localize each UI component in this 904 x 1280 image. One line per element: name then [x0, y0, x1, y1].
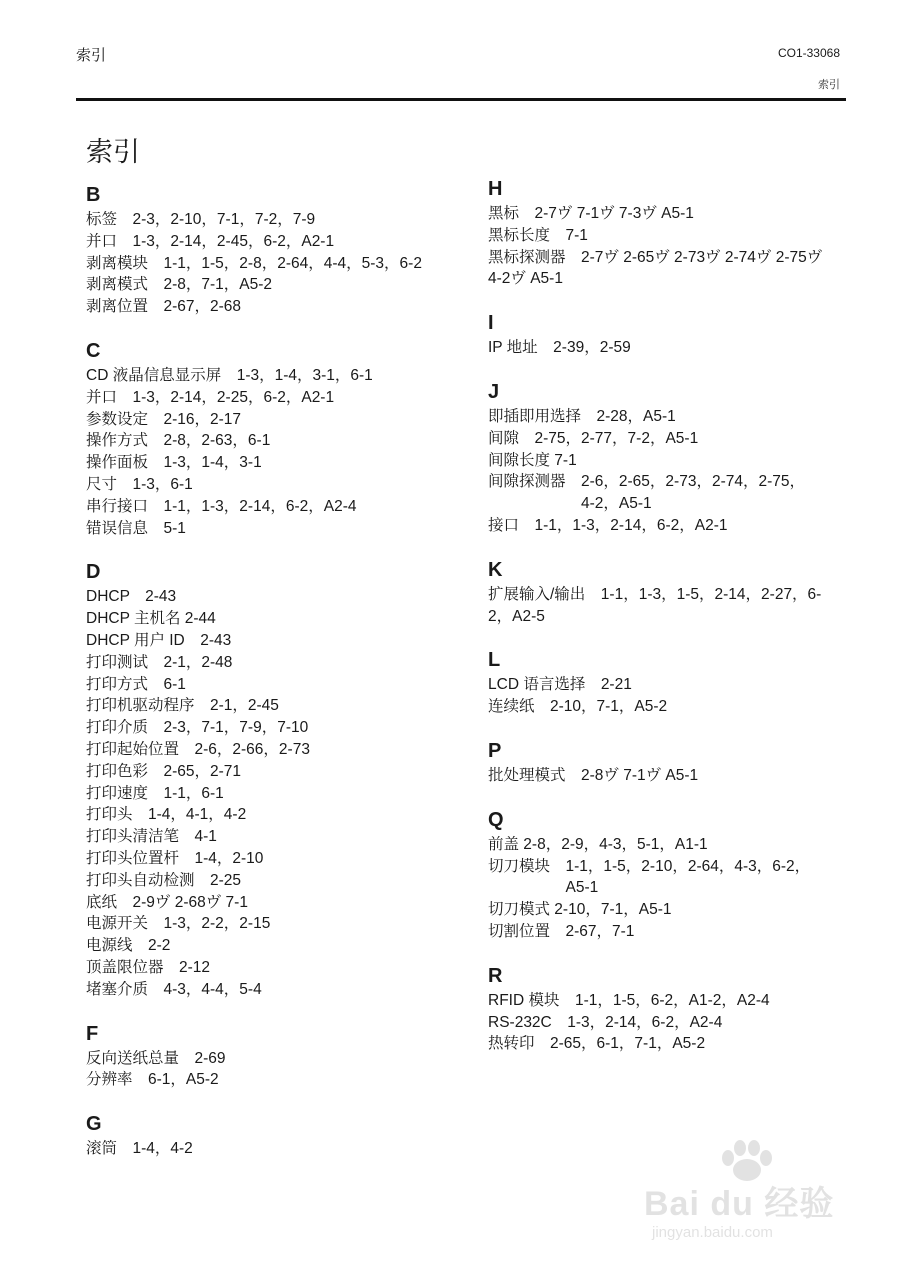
section-letter: F	[86, 1022, 99, 1045]
index-section-j	[488, 379, 868, 537]
index-entry: 操作面板 1-3，1-4，3-1	[86, 454, 262, 472]
index-entry: RS-232C 1-3，2-14，6-2，A2-4	[488, 1013, 723, 1031]
index-entry: 打印头清洁笔 4-1	[86, 828, 217, 846]
index-entry: DHCP 用户 ID 2-43	[86, 631, 232, 649]
index-entry: 错误信息 5-1	[86, 519, 186, 537]
index-entry: 操作方式 2-8，2-63，6-1	[86, 432, 271, 450]
index-entry: IP 地址 2-39，2-59	[488, 339, 631, 357]
section-letter: Q	[488, 808, 504, 831]
index-entry: 扩展输入/输出 1-1，1-3，1-5，2-14，2-27，6-	[488, 585, 822, 603]
index-entry: 反向送纸总量 2-69	[86, 1049, 226, 1067]
index-entry: 打印介质 2-3，7-1，7-9，7-10	[86, 719, 309, 737]
page-title: 索引	[86, 137, 140, 167]
index-entry: 电源开关 1-3，2-2，2-15	[86, 915, 271, 933]
watermark	[644, 1140, 844, 1250]
index-entry: 剥离位置 2-67，2-68	[86, 298, 242, 316]
section-letter: L	[488, 649, 501, 672]
index-column-right	[488, 176, 868, 1075]
index-section-l	[488, 647, 868, 718]
index-entry: 切刀模式 2-10，7-1，A5-1	[488, 901, 672, 919]
index-entry: 打印机驱动程序 2-1，2-45	[86, 697, 279, 715]
section-letter: I	[488, 312, 494, 335]
section-letter: K	[488, 558, 503, 581]
index-section-r	[488, 963, 868, 1055]
index-entry: 分辨率 6-1，A5-2	[86, 1071, 219, 1089]
index-entry: 间隙 2-75，2-77，7-2，A5-1	[488, 429, 699, 447]
index-entry: 4-2，A5-1	[488, 495, 652, 513]
index-entry: 打印色彩 2-65，2-71	[86, 762, 242, 780]
index-entry: 打印头位置杆 1-4，2-10	[86, 849, 264, 867]
section-letter: D	[86, 561, 101, 584]
index-entry: 黑标 2-7ヴ 7-1ヴ 7-3ヴ A5-1	[488, 205, 694, 222]
index-entry: 剥离模式 2-8，7-1，A5-2	[86, 276, 273, 294]
index-entry: 并口 1-3，2-14，2-25，6-2，A2-1	[86, 388, 335, 406]
section-letter: C	[86, 339, 101, 362]
index-entry: 打印速度 1-1，6-1	[86, 784, 224, 802]
index-section-f	[86, 1021, 466, 1092]
index-entry: 间隙探测器 2-6，2-65，2-73，2-74，2-75，	[488, 473, 805, 491]
section-letter: G	[86, 1113, 102, 1136]
index-section-d	[86, 559, 466, 1000]
header-doc-number: CO1-33068	[777, 46, 840, 60]
index-section-b	[86, 182, 466, 318]
index-section-g	[86, 1111, 466, 1160]
section-letter: P	[488, 739, 502, 762]
index-entry: 剥离模块 1-1，1-5，2-8，2-64，4-4，5-3，6-2	[86, 254, 422, 272]
index-entry: 即插即用选择 2-28，A5-1	[488, 407, 676, 425]
index-entry: 黑标探测器 2-7ヴ 2-65ヴ 2-73ヴ 2-74ヴ 2-75ヴ	[488, 248, 823, 266]
index-entry: 黑标长度 7-1	[488, 226, 588, 244]
index-entry: DHCP 2-43	[86, 588, 177, 606]
index-entry: 切割位置 2-67，7-1	[488, 922, 635, 940]
index-entry: 热转印 2-65，6-1，7-1，A5-2	[488, 1035, 706, 1053]
index-entry: 电源线 2-2	[86, 937, 171, 955]
index-entry: 滚筒 1-4，4-2	[86, 1140, 193, 1158]
index-entry: 2，A2-5	[488, 607, 545, 625]
index-entry: 批处理模式 2-8ヴ 7-1ヴ A5-1	[488, 766, 699, 784]
index-entry: 尺寸 1-3，6-1	[86, 475, 193, 493]
index-entry: 切刀模块 1-1，1-5，2-10，2-64，4-3，6-2，	[488, 857, 811, 875]
index-entry: 堵塞介质 4-3，4-4，5-4	[86, 980, 262, 998]
section-letter: R	[488, 964, 503, 987]
header-rule	[76, 98, 846, 101]
index-entry: 打印头自动检测 2-25	[86, 871, 242, 889]
index-entry: 打印测试 2-1，2-48	[86, 653, 233, 671]
index-entry: 间隙长度 7-1	[488, 451, 577, 469]
index-entry: A5-1	[488, 879, 599, 897]
index-entry: RFID 模块 1-1，1-5，6-2，A1-2，A2-4	[488, 991, 770, 1009]
index-entry: 接口 1-1，1-3，2-14，6-2，A2-1	[488, 516, 728, 534]
index-entry: DHCP 主机名 2-44	[86, 610, 216, 628]
index-section-i	[488, 310, 868, 359]
index-entry: 打印起始位置 2-6，2-66，2-73	[86, 740, 310, 758]
index-entry: 打印头 1-4，4-1，4-2	[86, 806, 247, 824]
index-entry: CD 液晶信息显示屏 1-3，1-4，3-1，6-1	[86, 366, 373, 384]
index-section-p	[488, 738, 868, 787]
watermark-url: jingyan.baidu.com	[652, 1224, 773, 1241]
index-entry: 并口 1-3，2-14，2-45，6-2，A2-1	[86, 232, 335, 250]
header-left-title: 索引	[76, 47, 107, 64]
index-section-k	[488, 557, 868, 628]
index-entry: 连续纸 2-10，7-1，A5-2	[488, 698, 668, 716]
index-entry: 打印方式 6-1	[86, 675, 186, 693]
index-entry: 标签 2-3，2-10，7-1，7-2，7-9	[86, 211, 316, 228]
index-entry: 4-2ヴ A5-1	[488, 270, 563, 288]
index-entry: LCD 语言选择 2-21	[488, 676, 632, 694]
section-letter: J	[488, 380, 500, 403]
index-section-q	[488, 807, 868, 943]
index-column-left	[86, 182, 466, 1180]
index-section-h	[488, 176, 868, 290]
section-letter: B	[86, 184, 101, 206]
index-entry: 底纸 2-9ヴ 2-68ヴ 7-1	[86, 893, 248, 911]
index-entry: 顶盖限位器 2-12	[86, 958, 211, 976]
header-sub-label: 索引	[818, 79, 840, 91]
index-entry: 前盖 2-8，2-9，4-3，5-1，A1-1	[488, 835, 708, 853]
index-entry: 串行接口 1-1，1-3，2-14，6-2，A2-4	[86, 497, 357, 515]
watermark-brand: Bai du 经验	[644, 1185, 835, 1223]
section-letter: H	[488, 178, 503, 200]
index-entry: 参数设定 2-16，2-17	[86, 410, 242, 428]
index-section-c	[86, 338, 466, 539]
